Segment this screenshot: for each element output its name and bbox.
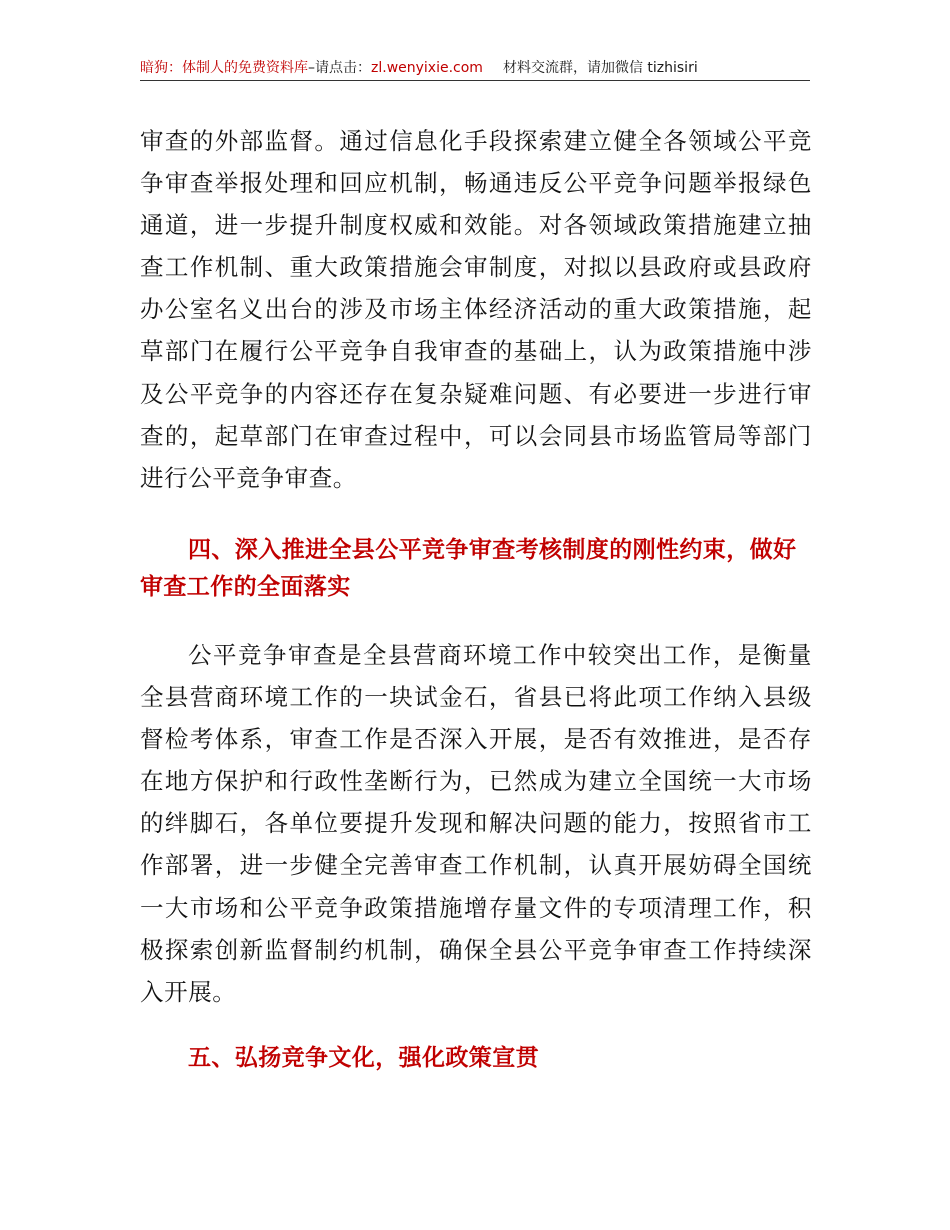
section-heading-4: 四、深入推进全县公平竞争审查考核制度的刚性约束，做好审查工作的全面落实 [140,537,797,600]
page-header [140,58,810,78]
header-contact: 材料交流群，请加微信 tizhisiri [502,60,698,76]
header-url-link[interactable]: zl.wenyixie.com [371,60,483,76]
header-link-prompt: –请点击： [308,60,371,76]
header-divider [140,80,810,81]
header-site-label: 暗狗：体制人的免费资料库 [140,60,308,76]
body-paragraph-2: 公平竞争审查是全县营商环境工作中较突出工作，是衡量全县营商环境工作的一块试金石，省县已将此项工作纳入县级督检考体系，审查工作是否深入开展，是否有效推进，是否存在地方保护和行政性垄断行为，已然成为建立全国统一大市场的绊脚石，各单位要提升发现和解决问题的能力，按照省市工作部署，进一步健全完善审查工作机制，认真开展妨碍全国统一大市场和公平竞争政策措施增存量文件的专项清理工作，积极探索创新监督制约机制，确保全县公平竞争审查工作持续深入开展。 [140,641,812,1006]
body-paragraph-1: 审查的外部监督。通过信息化手段探索建立健全各领域公平竞争审查举报处理和回应机制，畅通违反公平竞争问题举报绿色通道，进一步提升制度权威和效能。对各领域政策措施建立抽查工作机制、重大政策措施会审制度，对拟以县政府或县政府办公室名义出台的涉及市场主体经济活动的重大政策措施，起草部门在履行公平竞争自我审查的基础上，认为政策措施中涉及公平竞争的内容还存在复杂疑难问题、有必要进一步进行审查的，起草部门在审查过程中，可以会同县市场监管局等部门进行公平竞争审查。 [140,127,812,492]
section-heading-5: 五、弘扬竞争文化，强化政策宣贯 [188,1045,539,1071]
